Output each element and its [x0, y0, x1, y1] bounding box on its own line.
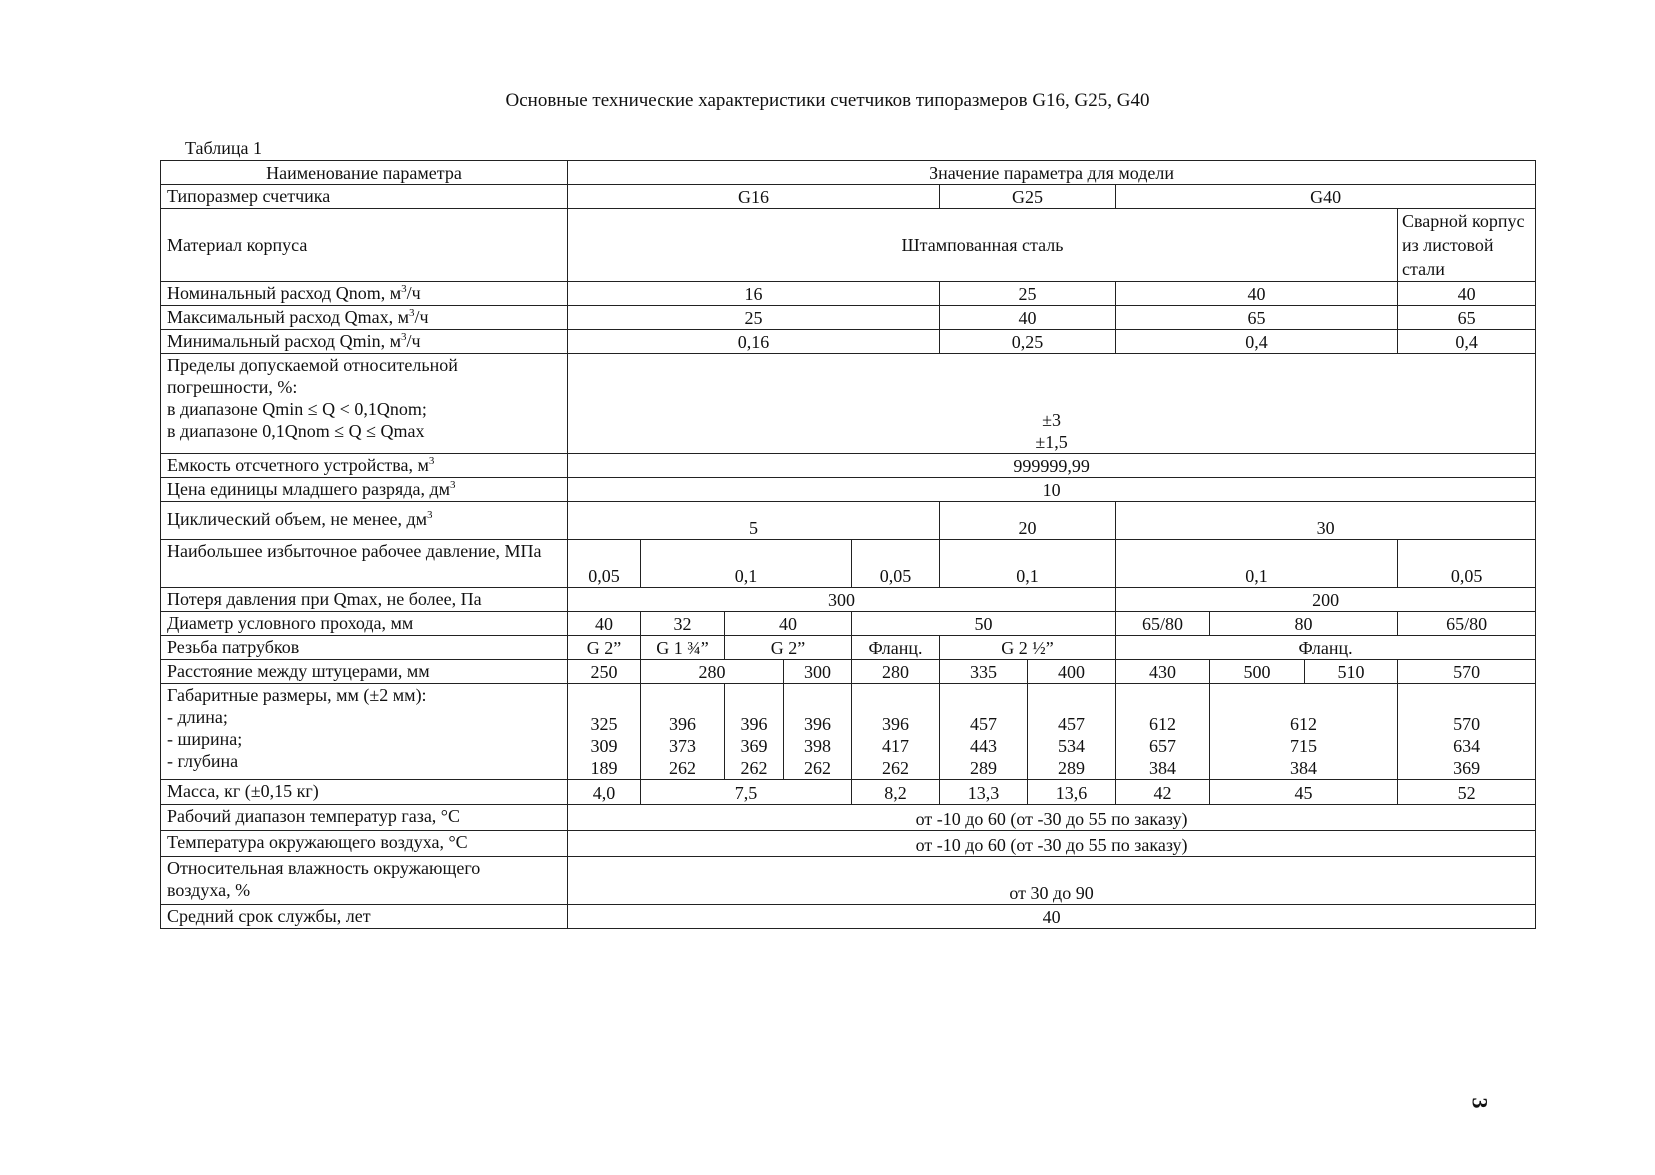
- diameter-value: 65/80: [1116, 612, 1210, 636]
- pressure-value: 0,1: [641, 540, 852, 588]
- header-param-name: Наименование параметра: [161, 161, 568, 185]
- diameter-row: [161, 612, 1536, 636]
- qmin-g40: 0,4: [1116, 330, 1398, 354]
- service-life-row: [161, 905, 1536, 929]
- distance-value: 280: [641, 660, 784, 684]
- pressure-value: 0,05: [1398, 540, 1536, 588]
- gas-temp-row: [161, 805, 1536, 831]
- dimension-cell: 396 398 262: [784, 684, 852, 780]
- row-label: Масса, кг (±0,15 кг): [161, 780, 568, 805]
- distance-value: 250: [568, 660, 641, 684]
- dimension-cell: 570 634 369: [1398, 684, 1536, 780]
- distance-value: 400: [1028, 660, 1116, 684]
- thread-value: G 1 ¾”: [641, 636, 725, 660]
- diameter-value: 50: [852, 612, 1116, 636]
- row-label: Диаметр условного прохода, мм: [161, 612, 568, 636]
- row-label: Емкость отсчетного устройства, $м^3$: [161, 454, 568, 478]
- mass-value: 42: [1116, 780, 1210, 805]
- pressure-value: 0,1: [940, 540, 1116, 588]
- mass-value: 7,5: [641, 780, 852, 805]
- row-label: Наибольшее избыточное рабочее давление, МПа: [161, 540, 568, 588]
- mass-value: 45: [1210, 780, 1398, 805]
- mass-value: 52: [1398, 780, 1536, 805]
- row-label: Типоразмер счетчика: [161, 185, 568, 209]
- size-row: [161, 185, 1536, 209]
- qmax-g25: 40: [940, 306, 1116, 330]
- row-label: Рабочий диапазон температур газа, °С: [161, 805, 568, 831]
- distance-value: 570: [1398, 660, 1536, 684]
- qnom-g16: 16: [568, 282, 940, 306]
- distance-value: 510: [1305, 660, 1398, 684]
- specifications-table: [160, 160, 1536, 929]
- error-row: [161, 354, 1536, 454]
- pressure-loss-row: [161, 588, 1536, 612]
- capacity-value: 999999,99: [568, 454, 1536, 478]
- qmin-g25: 0,25: [940, 330, 1116, 354]
- humidity-value: от 30 до 90: [568, 857, 1536, 905]
- pressure-value: 0,1: [1116, 540, 1398, 588]
- mass-row: [161, 780, 1536, 805]
- error-values: ±3 ±1,5: [568, 354, 1536, 454]
- thread-row: [161, 636, 1536, 660]
- thread-value: Фланц.: [852, 636, 940, 660]
- row-label: Габаритные размеры, мм (±2 мм): - длина; - ширина; - глубина: [161, 684, 568, 780]
- dimension-cell: 612 715 384: [1210, 684, 1398, 780]
- distance-row: [161, 660, 1536, 684]
- qmax-g40: 65: [1116, 306, 1398, 330]
- cyclic-g40: 30: [1116, 502, 1536, 540]
- qnom-g40-welded: 40: [1398, 282, 1536, 306]
- dimension-cell: 396 373 262: [641, 684, 725, 780]
- cyclic-g16: 5: [568, 502, 940, 540]
- distance-value: 300: [784, 660, 852, 684]
- row-label: Расстояние между штуцерами, мм: [161, 660, 568, 684]
- qmin-g16: 0,16: [568, 330, 940, 354]
- row-label: Циклический объем, не менее, $дм^3$: [161, 502, 568, 540]
- dimension-cell: 396 369 262: [725, 684, 784, 780]
- diameter-value: 40: [725, 612, 852, 636]
- pressure-value: 0,05: [852, 540, 940, 588]
- dimension-cell: 457 534 289: [1028, 684, 1116, 780]
- mass-value: 8,2: [852, 780, 940, 805]
- digit-price-row: [161, 478, 1536, 502]
- qmin-row: [161, 330, 1536, 354]
- thread-value: G 2”: [568, 636, 641, 660]
- service-life-value: 40: [568, 905, 1536, 929]
- row-label: Температура окружающего воздуха, °С: [161, 831, 568, 857]
- table-caption: Таблица 1: [185, 138, 262, 158]
- cyclic-row: [161, 502, 1536, 540]
- diameter-value: 40: [568, 612, 641, 636]
- row-label: Относительная влажность окружающего воздуха, %: [161, 857, 568, 905]
- air-temp-row: [161, 831, 1536, 857]
- material-stamped: Штампованная сталь: [568, 209, 1398, 282]
- row-label: Цена единицы младшего разряда, $дм^3$: [161, 478, 568, 502]
- page-number: 3: [1467, 1097, 1493, 1109]
- row-label: Резьба патрубков: [161, 636, 568, 660]
- mass-value: 13,6: [1028, 780, 1116, 805]
- pressure-value: 0,05: [568, 540, 641, 588]
- distance-value: 335: [940, 660, 1028, 684]
- qmin-g40-welded: 0,4: [1398, 330, 1536, 354]
- qnom-g25: 25: [940, 282, 1116, 306]
- thread-value: G 2 ½”: [940, 636, 1116, 660]
- size-g25: G25: [940, 185, 1116, 209]
- dimensions-row: [161, 684, 1536, 780]
- document-title: Основные технические характеристики счетчиков типоразмеров G16, G25, G40: [505, 90, 1150, 111]
- distance-value: 500: [1210, 660, 1305, 684]
- row-label: Номинальный расход Qnom, $м^3/ч$: [161, 282, 568, 306]
- size-g16: G16: [568, 185, 940, 209]
- header-row: [161, 161, 1536, 185]
- row-label: Минимальный расход Qmin, $м^3/ч$: [161, 330, 568, 354]
- humidity-row: [161, 857, 1536, 905]
- diameter-value: 65/80: [1398, 612, 1536, 636]
- dimension-cell: 396 417 262: [852, 684, 940, 780]
- air-temp-value: от -10 до 60 (от -30 до 55 по заказу): [568, 831, 1536, 857]
- dimension-cell: 325 309 189: [568, 684, 641, 780]
- qmax-g16: 25: [568, 306, 940, 330]
- digit-price-value: 10: [568, 478, 1536, 502]
- diameter-value: 32: [641, 612, 725, 636]
- capacity-row: [161, 454, 1536, 478]
- row-label: Средний срок службы, лет: [161, 905, 568, 929]
- thread-value: G 2”: [725, 636, 852, 660]
- material-row: [161, 209, 1536, 282]
- distance-value: 430: [1116, 660, 1210, 684]
- gas-temp-value: от -10 до 60 (от -30 до 55 по заказу): [568, 805, 1536, 831]
- row-label: Потеря давления при Qmax, не более, Па: [161, 588, 568, 612]
- dimension-cell: 457 443 289: [940, 684, 1028, 780]
- dimension-cell: 612 657 384: [1116, 684, 1210, 780]
- material-welded: Сварной корпус из листовой стали: [1398, 209, 1536, 282]
- pressure-row: [161, 540, 1536, 588]
- qnom-g40: 40: [1116, 282, 1398, 306]
- diameter-value: 80: [1210, 612, 1398, 636]
- pressure-loss-right: 200: [1116, 588, 1536, 612]
- cyclic-g25: 20: [940, 502, 1116, 540]
- thread-value: Фланц.: [1116, 636, 1536, 660]
- qmax-row: [161, 306, 1536, 330]
- header-param-value: Значение параметра для модели: [568, 161, 1536, 185]
- mass-value: 13,3: [940, 780, 1028, 805]
- pressure-loss-left: 300: [568, 588, 1116, 612]
- row-label: Максимальный расход Qmax, $м^3/ч$: [161, 306, 568, 330]
- qnom-row: [161, 282, 1536, 306]
- row-label: Материал корпуса: [161, 209, 568, 282]
- distance-value: 280: [852, 660, 940, 684]
- qmax-g40-welded: 65: [1398, 306, 1536, 330]
- row-label: Пределы допускаемой относительной погрешности, %: в диапазоне Qmin ≤ Q < 0,1Qnom; в диапазоне 0,1Qnom ≤ Q ≤ Qmax: [161, 354, 568, 454]
- size-g40: G40: [1116, 185, 1536, 209]
- mass-value: 4,0: [568, 780, 641, 805]
